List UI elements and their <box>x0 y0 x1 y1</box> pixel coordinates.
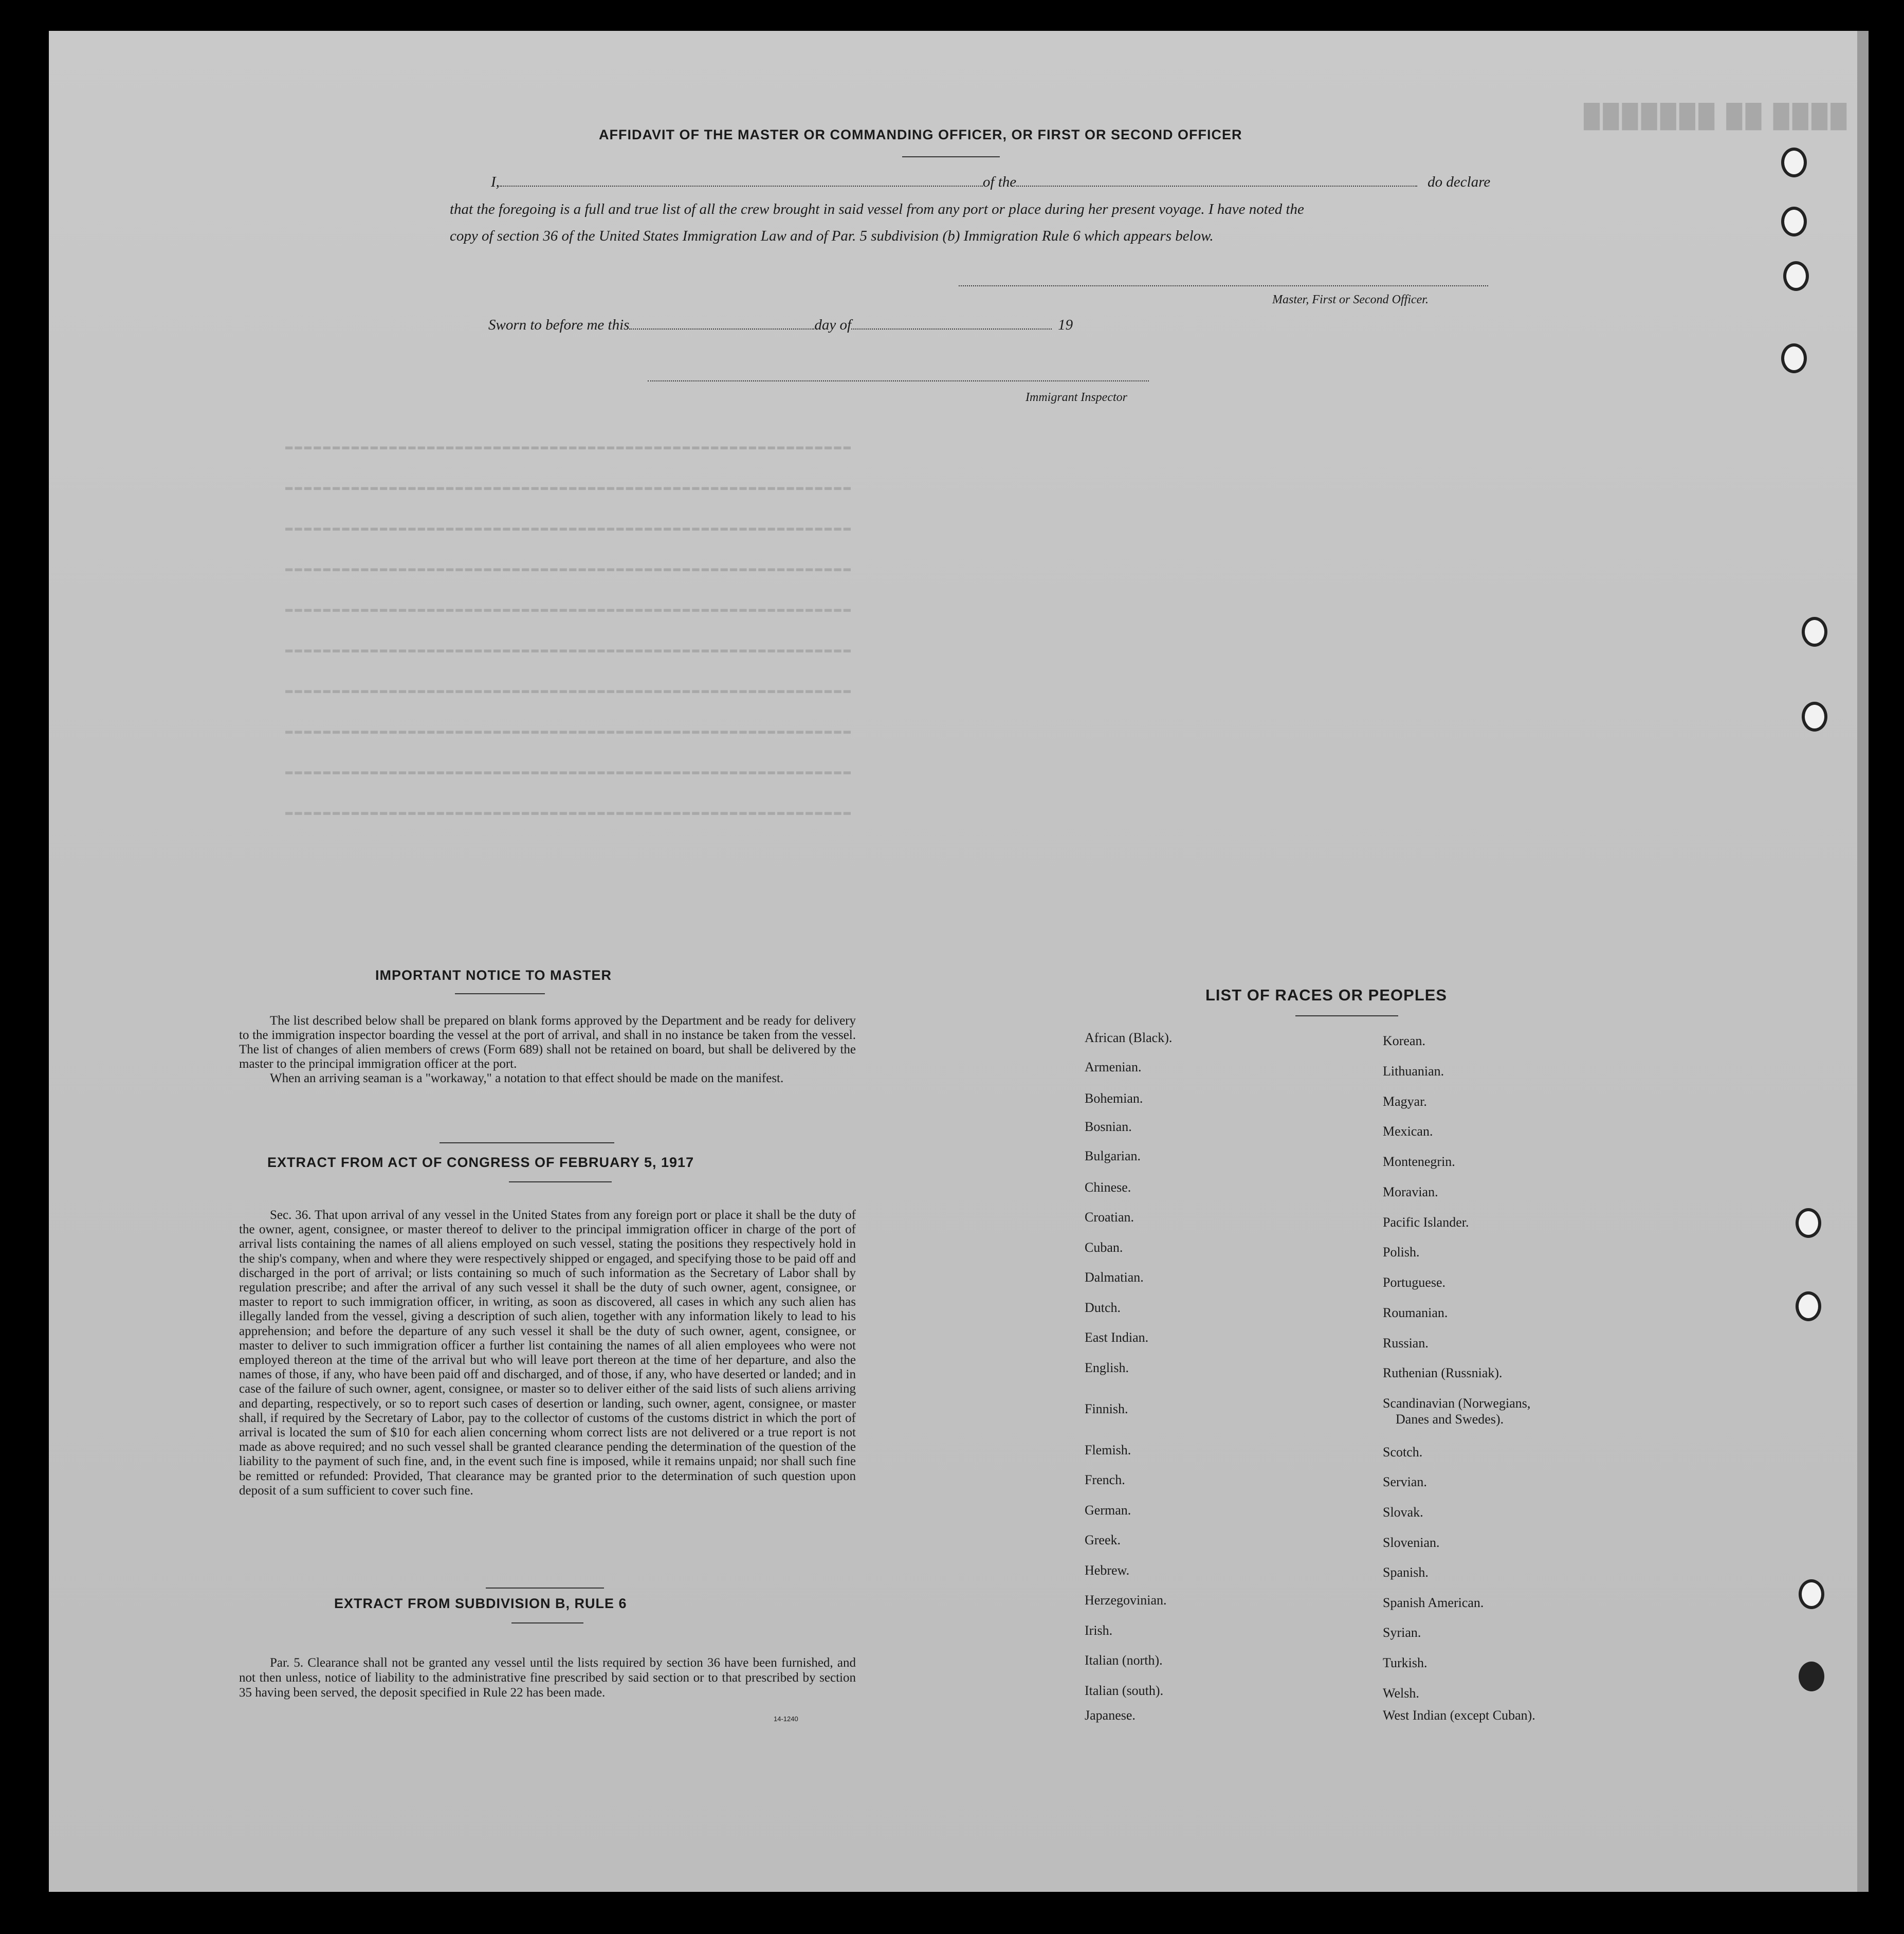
race-right-4: Montenegrin. <box>1383 1154 1455 1169</box>
inspector-signature-line[interactable] <box>648 380 1149 381</box>
race-left-22: Japanese. <box>1085 1708 1136 1723</box>
extract-rule-title: EXTRACT FROM SUBDIVISION B, RULE 6 <box>334 1596 627 1611</box>
race-left-7: Cuban. <box>1085 1240 1123 1255</box>
race-right-1: Lithuanian. <box>1383 1064 1444 1079</box>
race-right-9: Roumanian. <box>1383 1305 1448 1320</box>
race-left-1: Armenian. <box>1085 1060 1142 1074</box>
notice-title: IMPORTANT NOTICE TO MASTER <box>375 968 612 983</box>
race-left-10: East Indian. <box>1085 1330 1149 1345</box>
punch-hole-3 <box>1783 261 1809 291</box>
extract-act-title: EXTRACT FROM ACT OF CONGRESS OF FEBRUARY 5, 1917 <box>267 1155 694 1170</box>
notice-separator <box>440 1142 614 1143</box>
extract-rule-body: Par. 5. Clearance shall not be granted any vessel until the lists required by section 36 have been furnished, and not then unless, notice of liability to the administrative fine prescribed by said section or to that prescribed by section 35 having been served, the deposit specified in Rule 22 has been made. <box>239 1656 856 1700</box>
race-left-12: Finnish. <box>1085 1401 1128 1416</box>
affidavit-do-declare-label: do declare <box>1427 174 1491 190</box>
race-left-6: Croatian. <box>1085 1210 1134 1225</box>
punch-hole-5 <box>1802 617 1827 647</box>
sworn-day-of-label: day of <box>814 317 852 333</box>
sworn-year-label: 19 <box>1058 317 1073 333</box>
race-left-20: Italian (north). <box>1085 1653 1163 1668</box>
race-right-10: Russian. <box>1383 1336 1429 1351</box>
race-right-22: Welsh. <box>1383 1686 1419 1701</box>
affidavit-i-label: I, <box>491 174 500 190</box>
punch-hole-1 <box>1781 148 1807 177</box>
inspector-label: Immigrant Inspector <box>1026 391 1127 404</box>
affidavit-title: AFFIDAVIT OF THE MASTER OR COMMANDING OFFICER, OR FIRST OR SECOND OFFICER <box>599 127 1242 142</box>
race-right-3: Mexican. <box>1383 1124 1433 1139</box>
bleed-through-rows: ▬▬▬▬▬▬▬▬▬▬▬▬▬▬▬▬▬▬▬▬▬▬▬▬▬▬▬▬▬▬▬▬▬▬▬▬▬▬▬▬▬▬▬▬▬▬▬▬▬▬▬▬▬▬▬▬▬▬▬▬ ▬▬▬▬▬▬▬▬▬▬▬▬▬▬▬▬▬▬▬▬▬▬▬▬▬▬▬▬▬▬▬▬▬▬▬▬▬▬▬▬▬▬▬▬▬▬▬▬▬▬▬▬▬▬▬▬▬▬▬▬ ▬▬▬▬▬▬▬▬▬▬▬▬▬▬▬▬▬▬▬▬▬▬▬▬▬▬▬▬▬▬▬▬▬▬▬▬▬▬▬▬▬▬▬▬▬▬▬▬▬▬▬▬▬▬▬▬▬▬▬▬ ▬▬▬▬▬▬▬▬▬▬▬▬▬▬▬▬▬▬▬▬▬▬▬▬▬▬▬▬▬▬▬▬▬▬▬▬▬▬▬▬▬▬▬▬▬▬▬▬▬▬▬▬▬▬▬▬▬▬▬▬ ▬▬▬▬▬▬▬▬▬▬▬▬▬▬▬▬▬▬▬▬▬▬▬▬▬▬▬▬▬▬▬▬▬▬▬▬▬▬▬▬▬▬▬▬▬▬▬▬▬▬▬▬▬▬▬▬▬▬▬▬ ▬▬▬▬▬▬▬▬▬▬▬▬▬▬▬▬▬▬▬▬▬▬▬▬▬▬▬▬▬▬▬▬▬▬▬▬▬▬▬▬▬▬▬▬▬▬▬▬▬▬▬▬▬▬▬▬▬▬▬▬ ▬▬▬▬▬▬▬▬▬▬▬▬▬▬▬▬▬▬▬▬▬▬▬▬▬▬▬▬▬▬▬▬▬▬▬▬▬▬▬▬▬▬▬▬▬▬▬▬▬▬▬▬▬▬▬▬▬▬▬▬ ▬▬▬▬▬▬▬▬▬▬▬▬▬▬▬▬▬▬▬▬▬▬▬▬▬▬▬▬▬▬▬▬▬▬▬▬▬▬▬▬▬▬▬▬▬▬▬▬▬▬▬▬▬▬▬▬▬▬▬▬ ▬▬▬▬▬▬▬▬▬▬▬▬▬▬▬▬▬▬▬▬▬▬▬▬▬▬▬▬▬▬▬▬▬▬▬▬▬▬▬▬▬▬▬▬▬▬▬▬▬▬▬▬▬▬▬▬▬▬▬▬ ▬▬▬▬▬▬▬▬▬▬▬▬▬▬▬▬▬▬▬▬▬▬▬▬▬▬▬▬▬▬▬▬▬▬▬▬▬▬▬▬▬▬▬▬▬▬▬▬▬▬▬▬▬▬▬▬▬▬▬▬ <box>285 440 853 819</box>
notice-title-rule <box>455 993 545 994</box>
race-left-18: Herzegovinian. <box>1085 1593 1167 1608</box>
sworn-line <box>488 317 1073 334</box>
document-sheet <box>49 31 1869 1892</box>
race-right-19: Spanish American. <box>1383 1595 1484 1610</box>
race-right-8: Portuguese. <box>1383 1275 1446 1290</box>
affidavit-line-1 <box>491 174 1490 191</box>
race-left-4: Bulgarian. <box>1085 1148 1141 1163</box>
master-signature-line[interactable] <box>959 285 1488 286</box>
master-signature-label: Master, First or Second Officer. <box>1272 293 1429 306</box>
race-left-9: Dutch. <box>1085 1300 1121 1315</box>
race-left-5: Chinese. <box>1085 1180 1131 1195</box>
race-left-11: English. <box>1085 1360 1129 1375</box>
master-name-field[interactable] <box>500 175 983 187</box>
race-right-7: Polish. <box>1383 1245 1420 1260</box>
races-title-rule <box>1295 1015 1398 1016</box>
race-right-0: Korean. <box>1383 1033 1426 1048</box>
race-left-13: Flemish. <box>1085 1443 1131 1457</box>
punch-hole-2 <box>1781 207 1807 236</box>
sworn-prefix: Sworn to before me this <box>488 317 630 333</box>
punch-hole-9 <box>1799 1579 1824 1609</box>
race-left-15: German. <box>1085 1503 1131 1518</box>
race-right-21: Turkish. <box>1383 1655 1427 1670</box>
race-right-5: Moravian. <box>1383 1184 1438 1199</box>
race-left-16: Greek. <box>1085 1532 1121 1547</box>
race-right-20: Syrian. <box>1383 1625 1421 1640</box>
races-title: LIST OF RACES OR PEOPLES <box>1205 986 1448 1004</box>
race-right-14: Scotch. <box>1383 1445 1423 1459</box>
notice-paragraph-2: When an arriving seaman is a "workaway," a notation to that effect should be made on the manifest. <box>270 1071 784 1085</box>
race-left-2: Bohemian. <box>1085 1091 1143 1106</box>
race-left-8: Dalmatian. <box>1085 1270 1144 1285</box>
vessel-name-field[interactable] <box>1016 175 1417 187</box>
affidavit-line-3: copy of section 36 of the United States Immigration Law and of Par. 5 subdivision (b) Immigration Rule 6 which appears below. <box>450 228 1214 244</box>
punch-hole-6 <box>1802 702 1827 732</box>
race-left-3: Bosnian. <box>1085 1119 1132 1134</box>
race-left-14: French. <box>1085 1472 1125 1487</box>
race-right-15: Servian. <box>1383 1474 1427 1489</box>
notice-paragraph-1: The list described below shall be prepared on blank forms approved by the Department and be ready for delivery to the immigration inspector boarding the vessel at the port of arrival, and shall in no instance be taken from the vessel. The list of changes of alien members of crews (Form 689) shall not be retained on board, but shall be delivered by the master to the principal immigration officer at the port. <box>239 1014 856 1071</box>
affidavit-of-the-label: of the <box>982 174 1017 190</box>
race-right-18: Spanish. <box>1383 1565 1429 1580</box>
punch-hole-8 <box>1796 1291 1821 1321</box>
race-right-13: Danes and Swedes). <box>1396 1412 1504 1427</box>
bleed-through-header: ████ ██ ███████ <box>1581 103 1847 129</box>
race-right-11: Ruthenian (Russniak). <box>1383 1365 1503 1380</box>
race-right-6: Pacific Islander. <box>1383 1215 1469 1230</box>
punch-hole-10 <box>1799 1662 1824 1691</box>
punch-hole-7 <box>1796 1208 1821 1238</box>
race-left-21: Italian (south). <box>1085 1683 1164 1698</box>
affidavit-title-rule <box>902 156 1000 157</box>
affidavit-line-2: that the foregoing is a full and true list of all the crew brought in said vessel from any port or place during her present voyage. I have noted the <box>450 201 1304 217</box>
race-left-19: Irish. <box>1085 1623 1113 1638</box>
race-left-0: African (Black). <box>1085 1030 1173 1045</box>
extract-act-title-rule <box>509 1181 612 1182</box>
notice-body <box>239 1014 856 1086</box>
form-code: 14-1240 <box>774 1715 798 1723</box>
extract-act-separator <box>486 1588 604 1589</box>
race-right-23: West Indian (except Cuban). <box>1383 1708 1535 1723</box>
race-right-12: Scandinavian (Norwegians, <box>1383 1396 1531 1411</box>
race-left-17: Hebrew. <box>1085 1563 1130 1578</box>
extract-rule-title-rule <box>511 1622 583 1623</box>
sworn-month-field[interactable] <box>851 318 1052 330</box>
page-edge-strip <box>1857 31 1869 1892</box>
extract-act-body: Sec. 36. That upon arrival of any vessel in the United States from any foreign port or place it shall be the duty of the owner, agent, consignee, or master thereof to deliver to the principal immigration officer in charge of the port of arrival lists containing the names of all aliens employed on such vessel, stating the positions they respectively hold in the ship's company, when and where they were respectively shipped or engaged, and specifying those to be paid off and discharged in the port of arrival; or lists containing so much of such information as the Secretary of Labor shall by regulation prescribe; and after the arrival of any such vessel it shall be the duty of such owner, agent, consignee, or master to report to such immigration officer, in writing, as soon as discovered, all cases in which any such alien has illegally landed from the vessel, giving a description of such alien, together with any information likely to lead to his apprehension; and before the departure of any such vessel it shall be the duty of such owner, agent, consignee, or master to deliver to such immigration officer a further list containing the names of all alien employees who were not employed thereon at the time of the arrival but who will leave port thereon at the time of her departure, and also the names of those, if any, who have been paid off and discharged, and of those, if any, who have deserted or landed; and in case of the failure of such owner, agent, consignee, or master so to deliver either of the said lists of such aliens arriving and departing, respectively, or so to report such cases of desertion or landing, such owner, agent, consignee, or master shall, if required by the Secretary of Labor, pay to the collector of customs of the customs district in which the port of arrival is located the sum of $10 for each alien concerning whom correct lists are not delivered or a true report is not made as above required; and no such vessel shall be granted clearance pending the determination of the question of the liability to the payment of such fine, and, in the event such fine is imposed, while it remains unpaid; nor shall such fine be remitted or refunded: Provided, That clearance may be granted prior to the determination of such question upon deposit of a sum sufficient to cover such fine. <box>239 1208 856 1498</box>
race-right-17: Slovenian. <box>1383 1535 1440 1550</box>
punch-hole-4 <box>1781 343 1807 373</box>
race-right-2: Magyar. <box>1383 1094 1427 1109</box>
sworn-day-field[interactable] <box>629 318 814 330</box>
race-right-16: Slovak. <box>1383 1505 1423 1520</box>
